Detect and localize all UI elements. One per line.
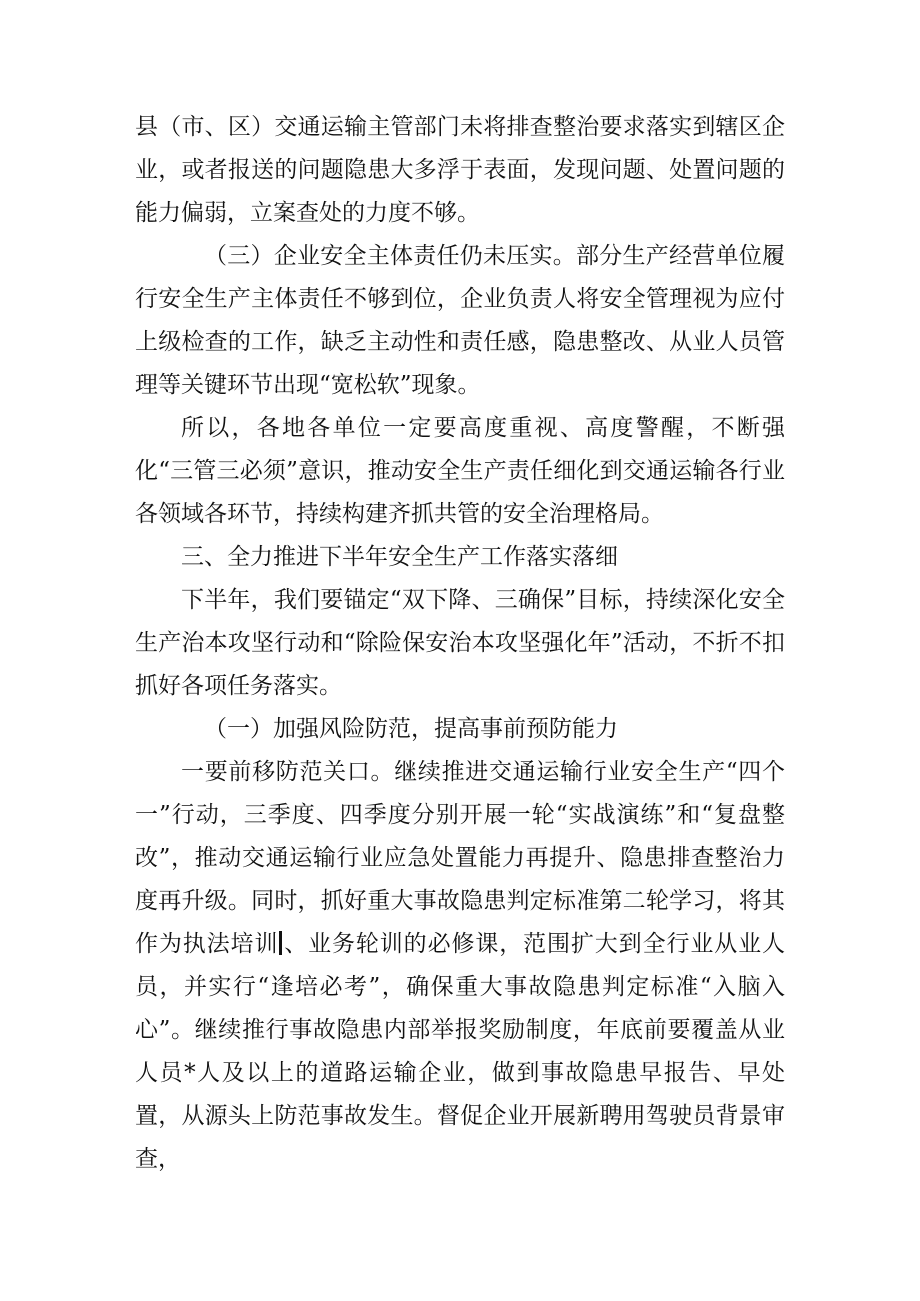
paragraph-prevention-part-1: 一要前移防范关口。继续推进交通运输行业安全生产“四个一”行动，三季度、四季度分别开展一轮“实战演练”和“复盘整改”，推动交通运输行业应急处置能力再提升、隐患排查整治力度再升级。同时，抓好重大事故隐患判定标准第二轮学习，将其作为执法培训 bbox=[135, 759, 785, 957]
paragraph-prevention-part-2: 、业务轮训的必修课，范围扩大到全行业从业人员，并实行“逢培必考”，确保重大事故隐患判定标准“入脑入心”。继续推行事故隐患内部举报奖励制度，年底前要覆盖从业人员*人及以上的道路运输企业，做到事故隐患早报告、早处置，从源头上防范事故发生。督促企业开展新聘用驾驶员背景审查， bbox=[135, 931, 786, 1172]
subsection-heading-one: （一）加强风险防范，提高事前预防能力 bbox=[204, 716, 618, 742]
document-body bbox=[135, 106, 785, 1181]
paragraph-subsection-three: （三）企业安全主体责任仍未压实。部分生产经营单位履行安全生产主体责任不够到位，企业负责人将安全管理视为应付上级检查的工作，缺乏主动性和责任感，隐患整改、从业人员管理等关键环节出现“宽松软”现象。 bbox=[135, 243, 785, 398]
paragraph-continuation: 县（市、区）交通运输主管部门未将排查整治要求落实到辖区企业，或者报送的问题隐患大多浮于表面，发现问题、处置问题的能力偏弱，立案查处的力度不够。 bbox=[135, 114, 785, 226]
paragraph-conclusion: 所以，各地各单位一定要高度重视、高度警醒，不断强化“三管三必须”意识，推动安全生产责任细化到交通运输各行业各领域各环节，持续构建齐抓共管的安全治理格局。 bbox=[135, 415, 785, 527]
paragraph-second-half-goals: 下半年，我们要锚定“双下降、三确保”目标，持续深化安全生产治本攻坚行动和“除险保安治本攻坚强化年”活动，不折不扣抓好各项任务落实。 bbox=[135, 587, 785, 699]
paragraph-prevention bbox=[135, 751, 785, 1181]
text-cursor-mark bbox=[279, 931, 282, 955]
section-heading-three: 三、全力推进下半年安全生产工作落实落细 bbox=[181, 544, 618, 570]
